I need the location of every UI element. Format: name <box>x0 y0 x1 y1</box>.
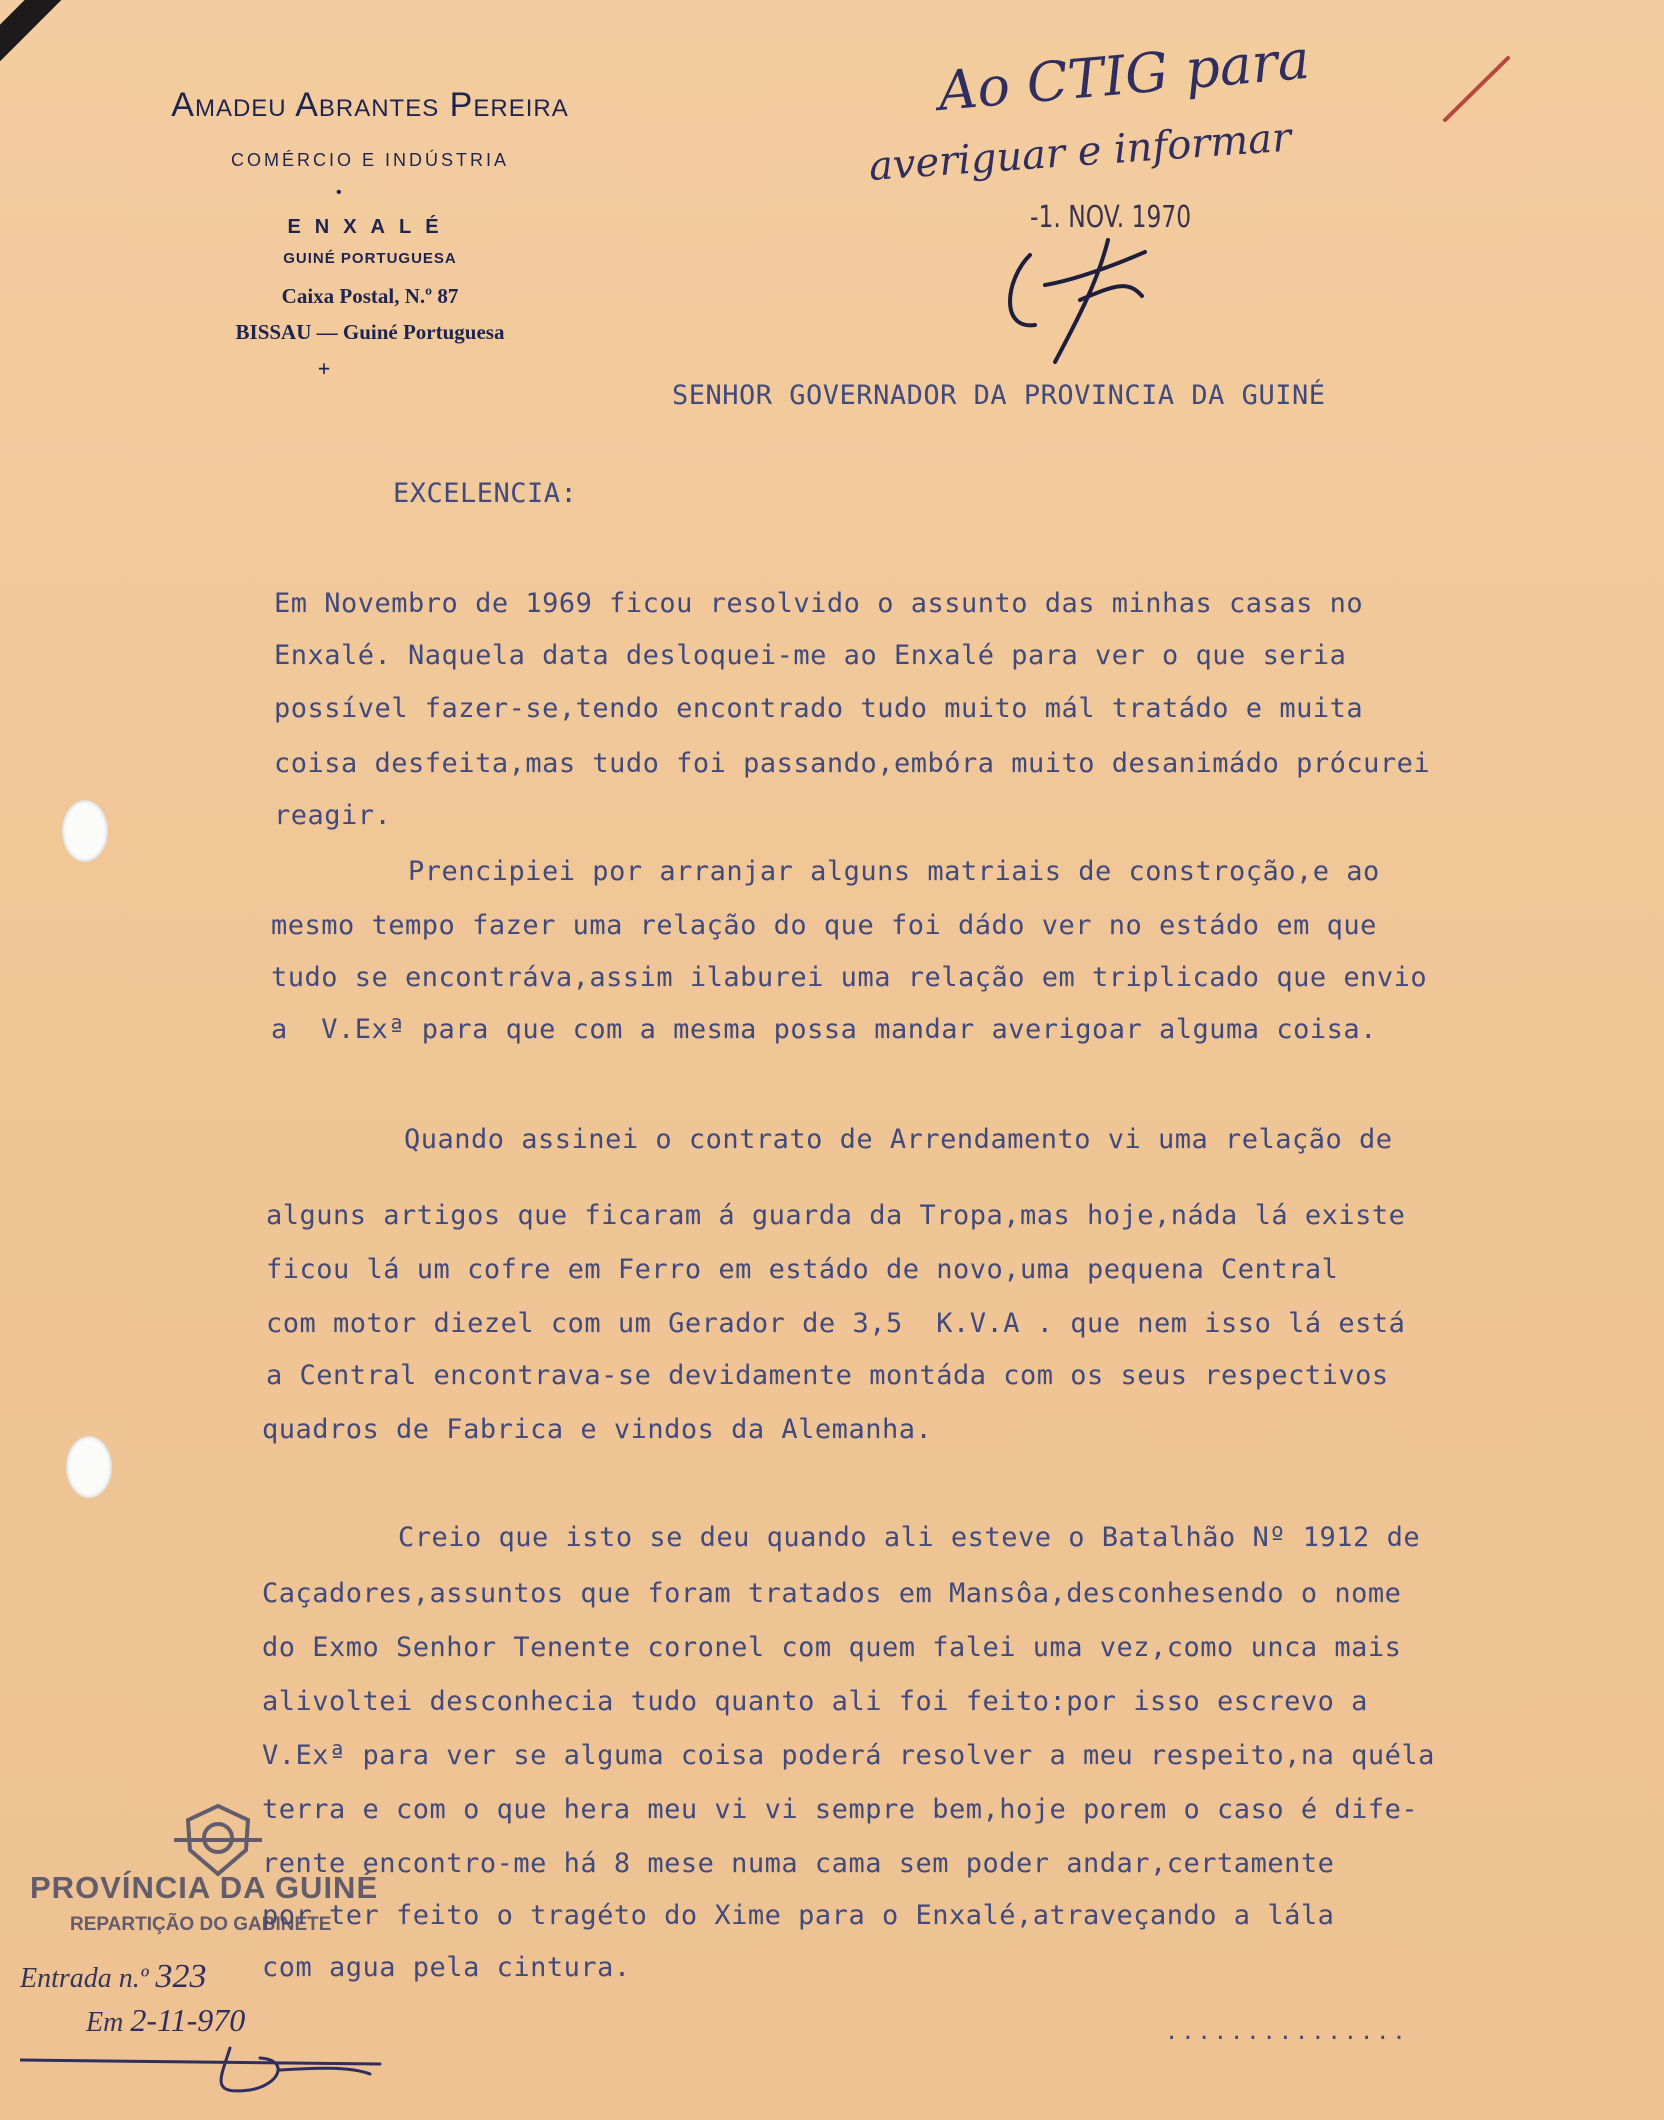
company-place: ENXALÉ <box>287 216 453 238</box>
body-line: V.Exª para ver se alguma coisa poderá resolver a meu respeito,na quéla <box>262 1740 1435 1771</box>
body-line: reagir. <box>274 800 392 831</box>
handwritten-annotation-svg <box>860 40 1560 380</box>
coat-of-arms-icon <box>168 1800 268 1880</box>
body-line: por ter feito o tragéto do Xime para o Enxalé,atraveçando a lála <box>262 1900 1335 1931</box>
annotation-line2: averiguar e informar <box>867 114 1293 190</box>
red-check-mark <box>1445 58 1508 120</box>
letterhead-dot: • <box>336 184 342 201</box>
body-line: do Exmo Senhor Tenente coronel com quem falei uma vez,como unca mais <box>262 1632 1402 1663</box>
company-country: GUINÉ PORTUGUESA <box>283 250 457 267</box>
punch-hole-bottom <box>66 1436 112 1498</box>
salutation: EXCELENCIA: <box>393 478 578 509</box>
body-line: a Central encontrava-se devidamente montáda com os seus respectivos <box>266 1360 1389 1391</box>
addressee: SENHOR GOVERNADOR DA PROVINCIA DA GUINÉ <box>672 380 1326 411</box>
stamp-entry-number: 323 <box>155 1958 207 1995</box>
body-line: quadros de Fabrica e vindos da Alemanha. <box>262 1414 933 1445</box>
body-line: com motor diezel com um Gerador de 3,5 K.V.A . que nem isso lá está <box>266 1308 1406 1339</box>
body-line: a V.Exª para que com a mesma possa mandar averigoar alguma coisa. <box>271 1014 1377 1045</box>
stamp-date-value: 2-11-970 <box>130 2002 246 2038</box>
body-line: Quando assinei o contrato de Arrendamento vi uma relação de <box>404 1124 1393 1155</box>
annotation-line1: Ao CTIG para <box>935 40 1313 123</box>
body-line: alivoltei desconhecia tudo quanto ali foi feito:por isso escrevo a <box>262 1686 1368 1717</box>
stamp-date <box>86 2002 245 2039</box>
body-line: alguns artigos que ficaram á guarda da Tropa,mas hoje,náda lá existe <box>266 1200 1406 1231</box>
body-line: Em Novembro de 1969 ficou resolvido o assunto das minhas casas no <box>274 588 1364 619</box>
company-city: BISSAU — Guiné Portuguesa <box>235 320 505 344</box>
body-line: coisa desfeita,mas tudo foi passando,embóra muito desanimádo prócurei <box>274 748 1431 779</box>
company-subtitle: COMÉRCIO E INDÚSTRIA <box>230 150 509 170</box>
body-line: tudo se encontráva,assim ilaburei uma relação em triplicado que envio <box>271 962 1428 993</box>
company-name: Amadeu Abrantes Pereira <box>171 86 569 124</box>
body-line: ficou lá um cofre em Ferro em estádo de novo,uma pequena Central <box>266 1254 1339 1285</box>
body-line: Enxalé. Naquela data desloquei-me ao Enxalé para ver o que seria <box>274 640 1347 671</box>
body-line: rente encontro-me há 8 mese numa cama sem poder andar,certamente <box>262 1848 1335 1879</box>
stamp-signature <box>20 2040 400 2110</box>
postal-box: Caixa Postal, N.º 87 <box>281 284 459 308</box>
date-stamp: -1. NOV. 1970 <box>1030 200 1192 235</box>
stamp-date-label: Em <box>86 2007 124 2038</box>
body-line: Prencipiei por arranjar alguns matriais de constroção,e ao <box>408 856 1380 887</box>
continuation-dots: ............... <box>1165 2020 1409 2045</box>
body-line: Caçadores,assuntos que foram tratados em Mansôa,desconhesendo o nome <box>262 1578 1402 1609</box>
stamp-entry-label: Entrada n.º <box>20 1963 149 1994</box>
handwritten-initials <box>1010 240 1145 362</box>
body-line: Creio que isto se deu quando ali esteve o Batalhão Nº 1912 de <box>398 1522 1421 1553</box>
stamp-department: REPARTIÇÃO DO GABINETE <box>70 1914 332 1935</box>
body-line: terra e com o que hera meu vi vi sempre bem,hoje porem o caso é dife- <box>262 1794 1419 1825</box>
stamp-province: PROVÍNCIA DA GUINÉ <box>30 1870 379 1905</box>
punch-hole-top <box>62 800 108 862</box>
body-line: mesmo tempo fazer uma relação do que foi dádo ver no estádo em que <box>271 910 1377 941</box>
stamp-entry <box>20 1958 206 1996</box>
handwritten-annotation <box>860 40 1560 380</box>
body-line: com agua pela cintura. <box>262 1952 631 1983</box>
body-line: possível fazer-se,tendo encontrado tudo muito mál tratádo e muita <box>274 693 1364 724</box>
letterhead-ornament: + <box>318 356 331 380</box>
